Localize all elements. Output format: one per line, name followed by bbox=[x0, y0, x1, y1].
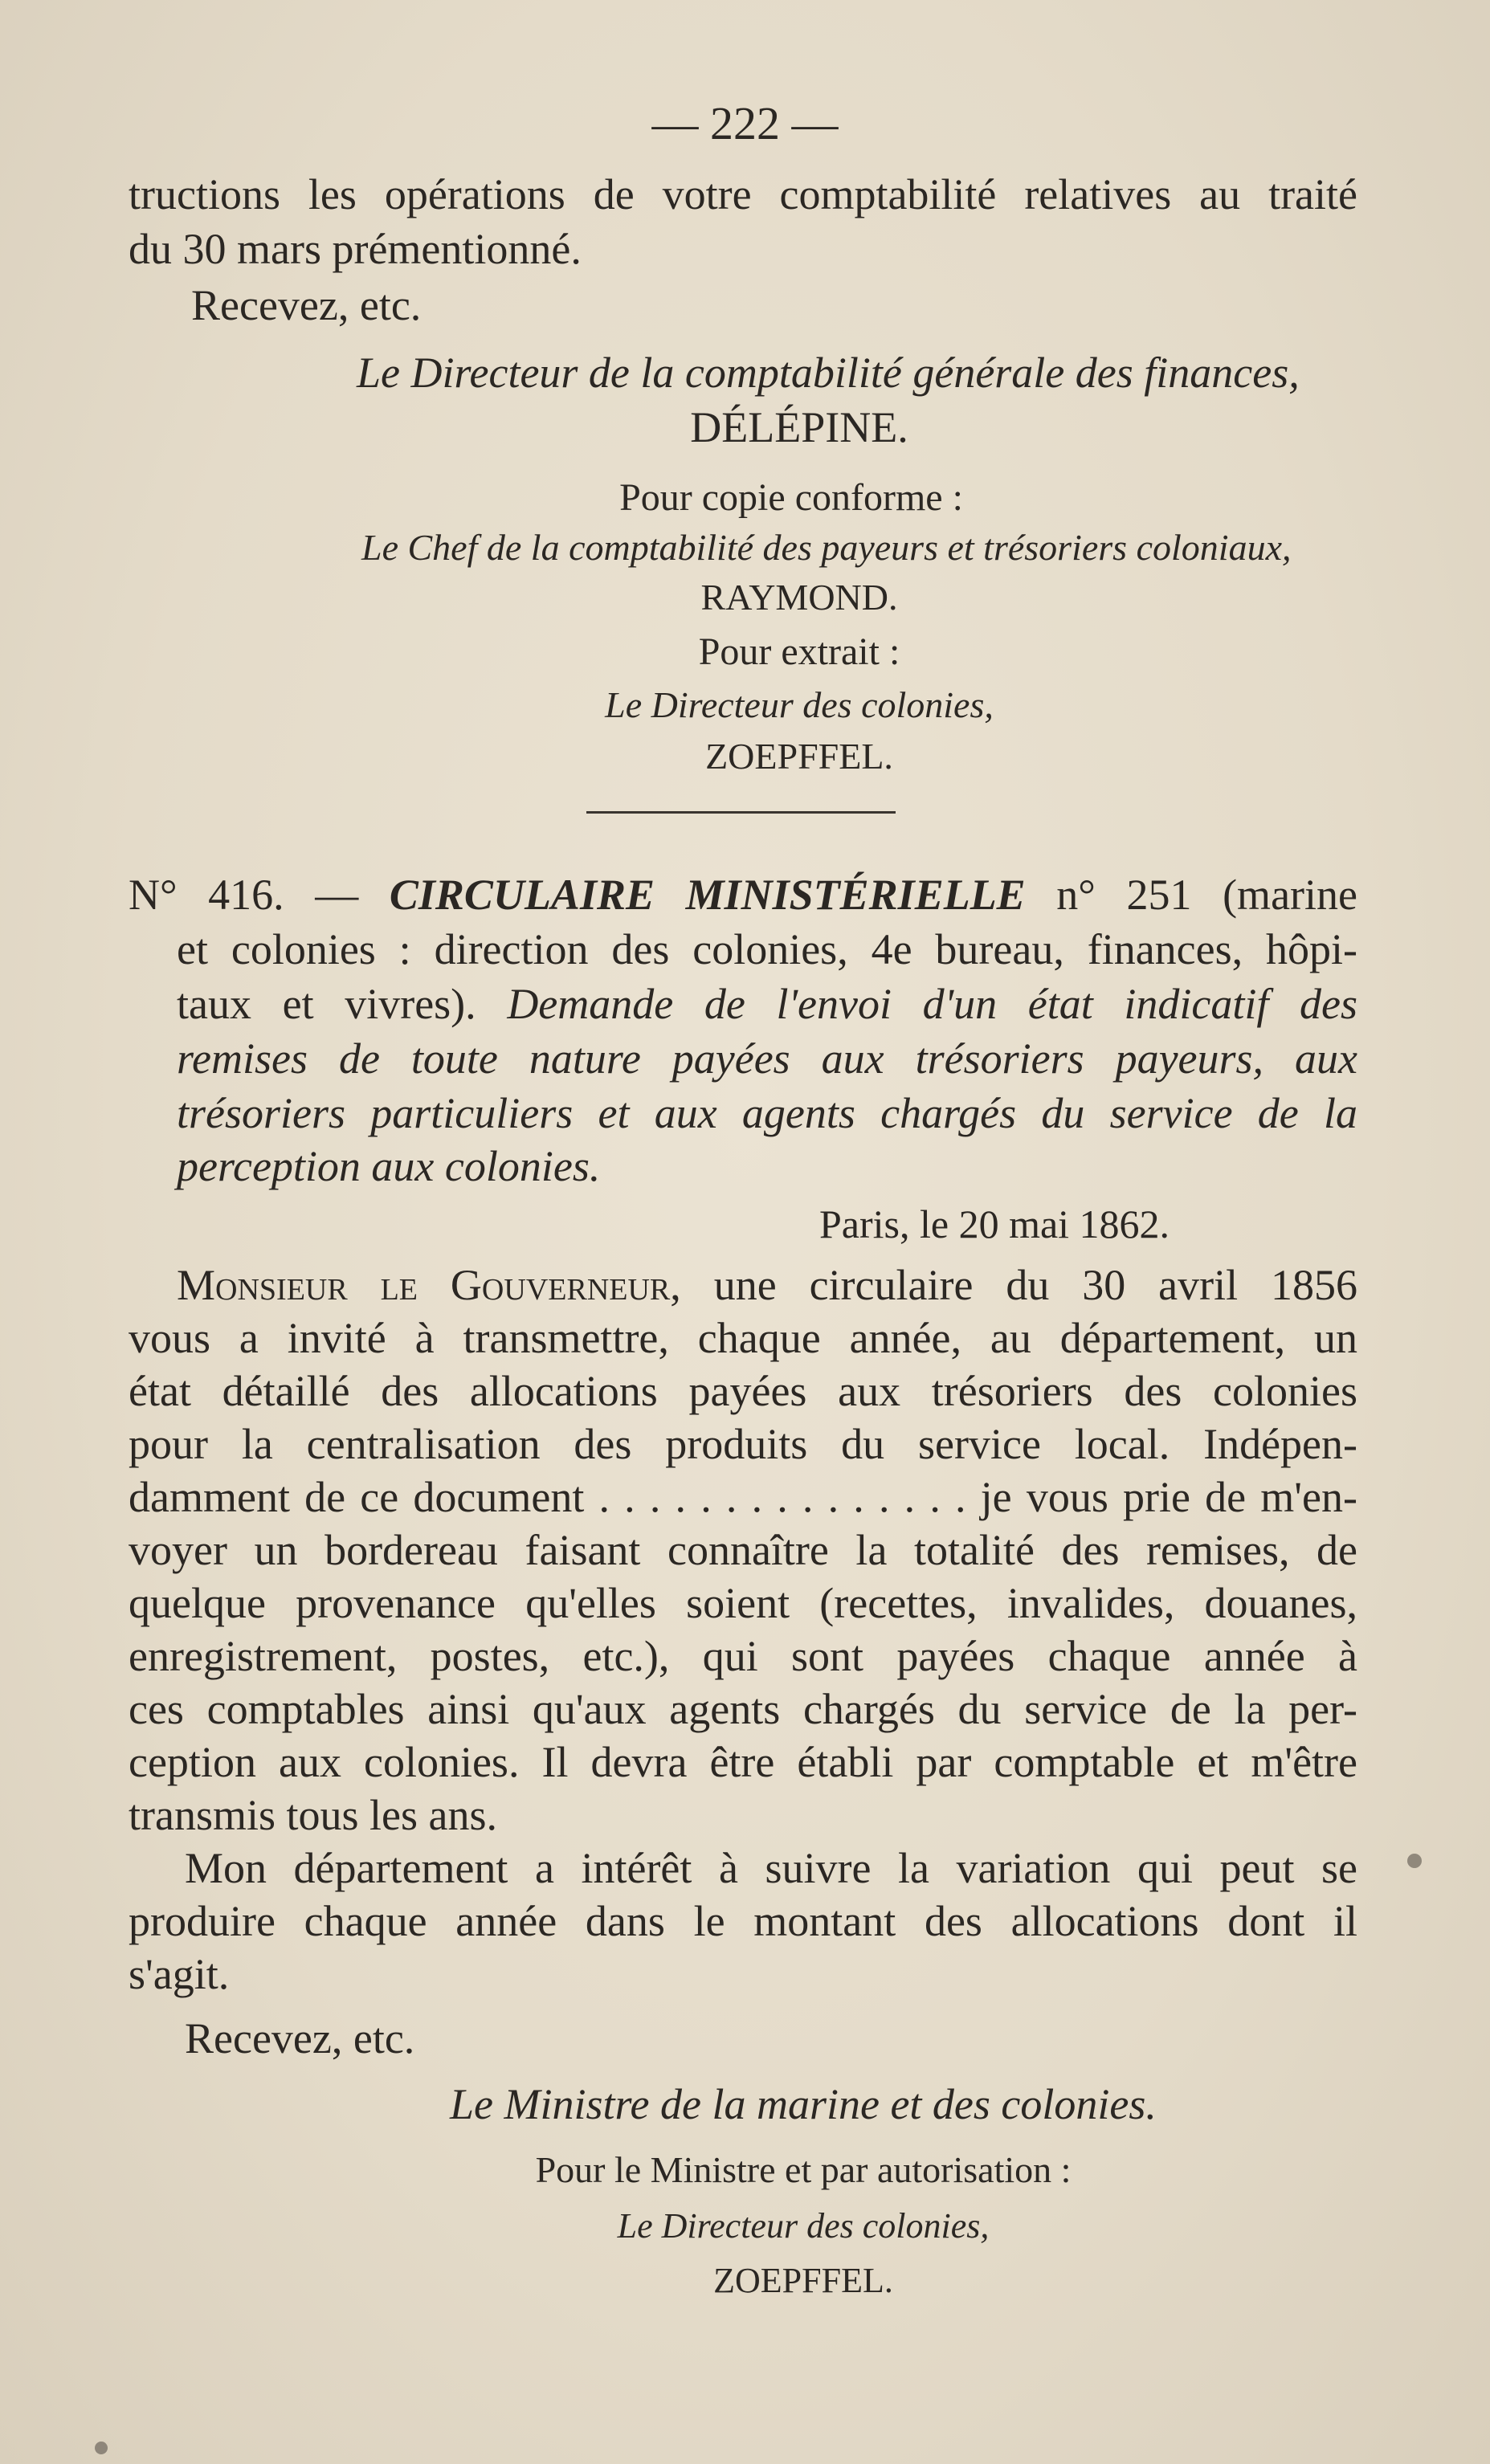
circular-subject-line-3: trésoriers particuliers et aux agents chargés du service de la bbox=[177, 1089, 1357, 1137]
director-signature-title: Le Directeur des colonies, bbox=[617, 2206, 990, 2246]
paragraph-1-line-6: voyer un bordereau faisant connaître la totalité des remises, de bbox=[129, 1526, 1357, 1574]
paper-spot bbox=[1407, 1854, 1422, 1868]
paragraph-1-line-1 bbox=[177, 1259, 1357, 1311]
paragraph-1-line-3: état détaillé des allocations payées aux trésoriers des colonies bbox=[129, 1367, 1357, 1415]
paragraph-2-line-1: Mon département a intérêt à suivre la variation qui peut se bbox=[185, 1844, 1357, 1892]
extract-label: Pour extrait : bbox=[698, 630, 900, 673]
page-number: — 222 — bbox=[651, 97, 839, 149]
authorization-label: Pour le Ministre et par autorisation : bbox=[535, 2149, 1072, 2190]
signature-title-1: Le Directeur de la comptabilité générale des finances, bbox=[357, 349, 1300, 397]
signature-name-3: ZOEPFFEL. bbox=[705, 736, 893, 777]
circular-section bbox=[129, 0, 1357, 2464]
circular-heading-line-3 bbox=[177, 978, 1357, 1030]
letter-closing: Recevez, etc. bbox=[191, 281, 422, 329]
circular-reference: n° 251 (marine bbox=[1056, 871, 1357, 919]
copy-label: Pour copie conforme : bbox=[619, 476, 963, 519]
signature-name-1: DÉLÉPINE. bbox=[690, 403, 908, 451]
paragraph-1-line-8: enregistrement, postes, etc.), qui sont payées chaque année à bbox=[129, 1632, 1357, 1680]
paragraph-1-line-11: transmis tous les ans. bbox=[129, 1791, 497, 1839]
letter-line-1: tructions les opérations de votre comptabilité relatives au traité bbox=[129, 170, 1357, 218]
circular-closing: Recevez, etc. bbox=[185, 2014, 415, 2062]
circular-subject-start: Demande de l'envoi d'un état indicatif des bbox=[507, 980, 1357, 1028]
circular-heading-line-2: et colonies : direction des colonies, 4e bureau, finances, hôpi- bbox=[177, 925, 1357, 973]
circular-date: Paris, le 20 mai 1862. bbox=[819, 1201, 1170, 1246]
paragraph-1-line-9: ces comptables ainsi qu'aux agents chargés du service de la per- bbox=[129, 1685, 1357, 1733]
paragraph-1-line-10: ception aux colonies. Il devra être établi par comptable et m'être bbox=[129, 1738, 1357, 1786]
director-signature-name: ZOEPFFEL. bbox=[713, 2261, 893, 2300]
signature-title-2: Le Chef de la comptabilité des payeurs et trésoriers coloniaux, bbox=[361, 527, 1292, 568]
paragraph-1-line-2: vous a invité à transmettre, chaque année, au département, un bbox=[129, 1314, 1357, 1362]
circular-subject-line-4: perception aux colonies. bbox=[177, 1142, 601, 1190]
paragraph-1-line-5: damment de ce document . . . . . . . . . . . . . . . je vous prie de m'en- bbox=[129, 1473, 1357, 1521]
paper-spot bbox=[95, 2442, 108, 2454]
paragraph-1-line-7: quelque provenance qu'elles soient (recettes, invalides, douanes, bbox=[129, 1579, 1357, 1627]
minister-signature-title: Le Ministre de la marine et des colonies. bbox=[450, 2080, 1157, 2128]
circular-number: N° 416. — bbox=[129, 871, 359, 919]
paragraph-1-start: une circulaire du 30 avril 1856 bbox=[713, 1261, 1358, 1309]
circular-subject-line-2: remises de toute nature payées aux trésoriers payeurs, aux bbox=[177, 1034, 1357, 1083]
circular-heading-plain: taux et vivres). bbox=[177, 980, 476, 1028]
signature-name-2: RAYMOND. bbox=[700, 577, 898, 618]
paragraph-2-line-2: produire chaque année dans le montant des allocations dont il bbox=[129, 1897, 1357, 1945]
circular-heading-line-1 bbox=[129, 869, 1357, 920]
circular-title: CIRCULAIRE MINISTÉRIELLE bbox=[389, 871, 1026, 919]
paragraph-1-line-4: pour la centralisation des produits du service local. Indépen- bbox=[129, 1420, 1357, 1468]
salutation: Monsieur le Gouverneur, bbox=[177, 1261, 681, 1309]
paragraph-2-line-3: s'agit. bbox=[129, 1950, 230, 1998]
letter-line-2: du 30 mars prémentionné. bbox=[129, 225, 582, 273]
signature-title-3: Le Directeur des colonies, bbox=[605, 684, 994, 725]
